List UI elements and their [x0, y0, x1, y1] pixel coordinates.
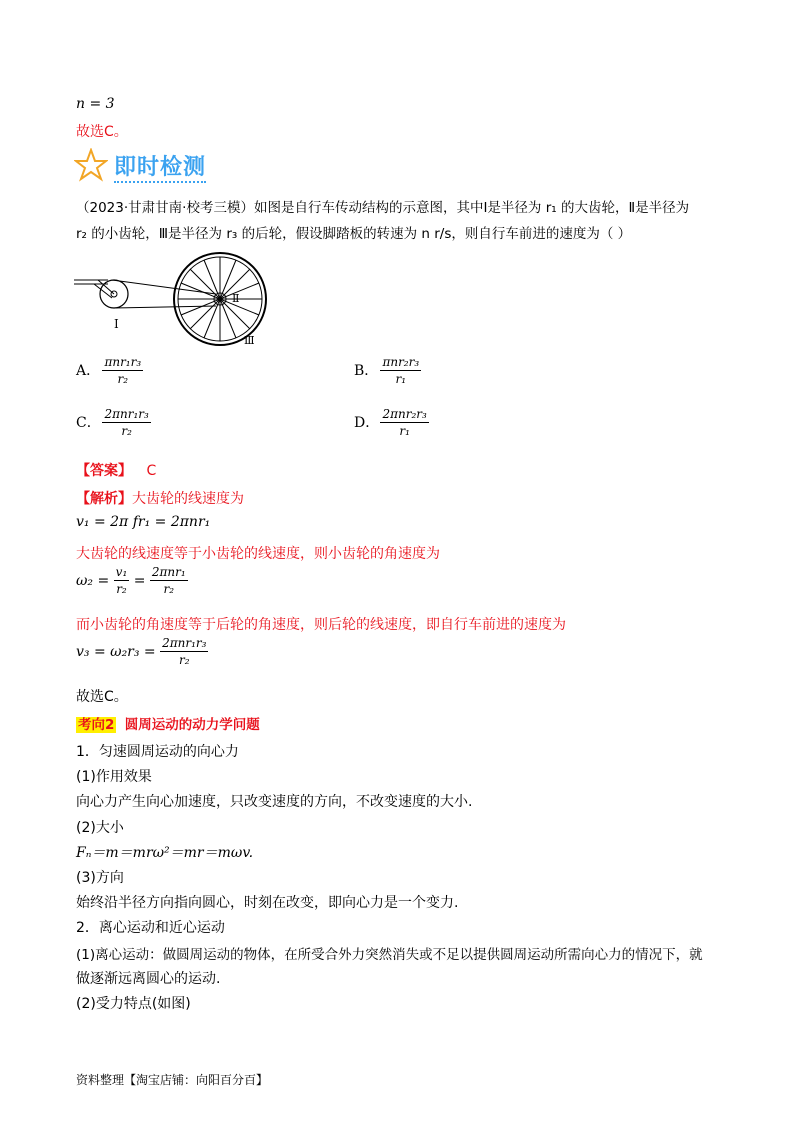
- section-tag: 考向2: [78, 717, 115, 733]
- p2-equation: Fₙ＝m＝mrω²＝mr＝mωv.: [76, 845, 254, 861]
- option-c-fraction: $\frac{\text{2πnr₁r₃}}{\text{r₂}}$: [104, 407, 149, 439]
- analysis-line-1: [76, 488, 244, 508]
- p5-title: (2)受力特点(如图): [76, 996, 191, 1012]
- label-III: Ⅲ: [244, 334, 255, 347]
- p1-text: 向心力产生向心加速度，只改变速度的方向，不改变速度的大小.: [76, 794, 473, 810]
- bicycle-transmission-figure: [72, 244, 272, 348]
- p3-text: 始终沿半径方向指向圆心，时刻在改变，即向心力是一个变力.: [76, 895, 459, 911]
- option-b[interactable]: [354, 356, 421, 386]
- equation-3: v₃ = ω₂r₃ = $\frac{\text{2πnr₁r₃}}{\text{r₂}}$: [76, 636, 207, 668]
- option-b-letter: B．: [354, 363, 379, 380]
- p2-title: (2)大小: [76, 820, 124, 836]
- section-heading: [76, 713, 260, 733]
- equation-2: ω₂ = $\frac{\text{v₁}}{\text{r₂}}$ = $\frac{\text{2πnr₁}}{\text{r₂}}$: [76, 565, 186, 597]
- option-c-letter: C．: [76, 415, 101, 432]
- analysis-label: 【解析】: [76, 491, 132, 507]
- footer-text: 资料整理【淘宝店铺：向阳百分百】: [76, 1073, 269, 1087]
- analysis-text-2: 大齿轮的线速度等于小齿轮的线速度，则小齿轮的角速度为: [76, 546, 440, 562]
- option-a-fraction: $\frac{\text{πnr₁r₃}}{\text{r₂}}$: [104, 355, 142, 387]
- p4-line-2: 做逐渐远离圆心的运动.: [76, 971, 221, 987]
- option-d-letter: D．: [354, 415, 380, 432]
- p1-title: (1)作用效果: [76, 769, 152, 785]
- question-line-1: （2023·甘肃甘南·校考三模）如图是自行车传动结构的示意图，其中Ⅰ是半径为 r₁ 的大齿轮，Ⅱ是半径为: [76, 200, 690, 216]
- heading-2: 2．离心运动和近心运动: [76, 920, 225, 936]
- equation-1: v₁ = 2π fr₁ = 2πnr₁: [76, 514, 211, 530]
- option-a[interactable]: [76, 356, 143, 386]
- n-equals-3: n = 3: [76, 96, 115, 112]
- choose-c-text: 故选C。: [76, 124, 128, 140]
- label-I: Ⅰ: [114, 317, 119, 331]
- answer-line: [76, 460, 156, 480]
- question-line-2: r₂ 的小齿轮，Ⅲ是半径为 r₃ 的后轮，假设脚踏板的转速为 n r/s，则自行车前进的速度为（ ）: [76, 226, 632, 242]
- answer-label: 【答案】: [76, 463, 132, 479]
- instant-check-banner: [74, 148, 207, 182]
- p3-title: (3)方向: [76, 870, 124, 886]
- option-c[interactable]: [76, 408, 151, 438]
- star-outline-icon: [74, 148, 108, 182]
- option-b-fraction: $\frac{\text{πnr₂r₃}}{\text{r₁}}$: [382, 355, 420, 387]
- option-a-letter: A．: [76, 363, 101, 380]
- choose-c-text-2: 故选C。: [76, 689, 128, 705]
- banner-title: 即时检测: [114, 150, 206, 183]
- option-d[interactable]: [354, 408, 429, 438]
- analysis-text-1: 大齿轮的线速度为: [132, 491, 244, 507]
- p4-line-1: (1)离心运动：做圆周运动的物体，在所受合外力突然消失或不足以提供圆周运动所需向心力的情况下，就: [76, 947, 703, 963]
- analysis-text-3: 而小齿轮的角速度等于后轮的角速度，则后轮的线速度，即自行车前进的速度为: [76, 617, 566, 633]
- option-d-fraction: $\frac{\text{2πnr₂r₃}}{\text{r₁}}$: [382, 407, 427, 439]
- label-II: Ⅱ: [232, 292, 240, 305]
- answer-value: C: [146, 463, 157, 479]
- section-title: 圆周运动的动力学问题: [124, 717, 260, 733]
- heading-1: 1．匀速圆周运动的向心力: [76, 744, 239, 760]
